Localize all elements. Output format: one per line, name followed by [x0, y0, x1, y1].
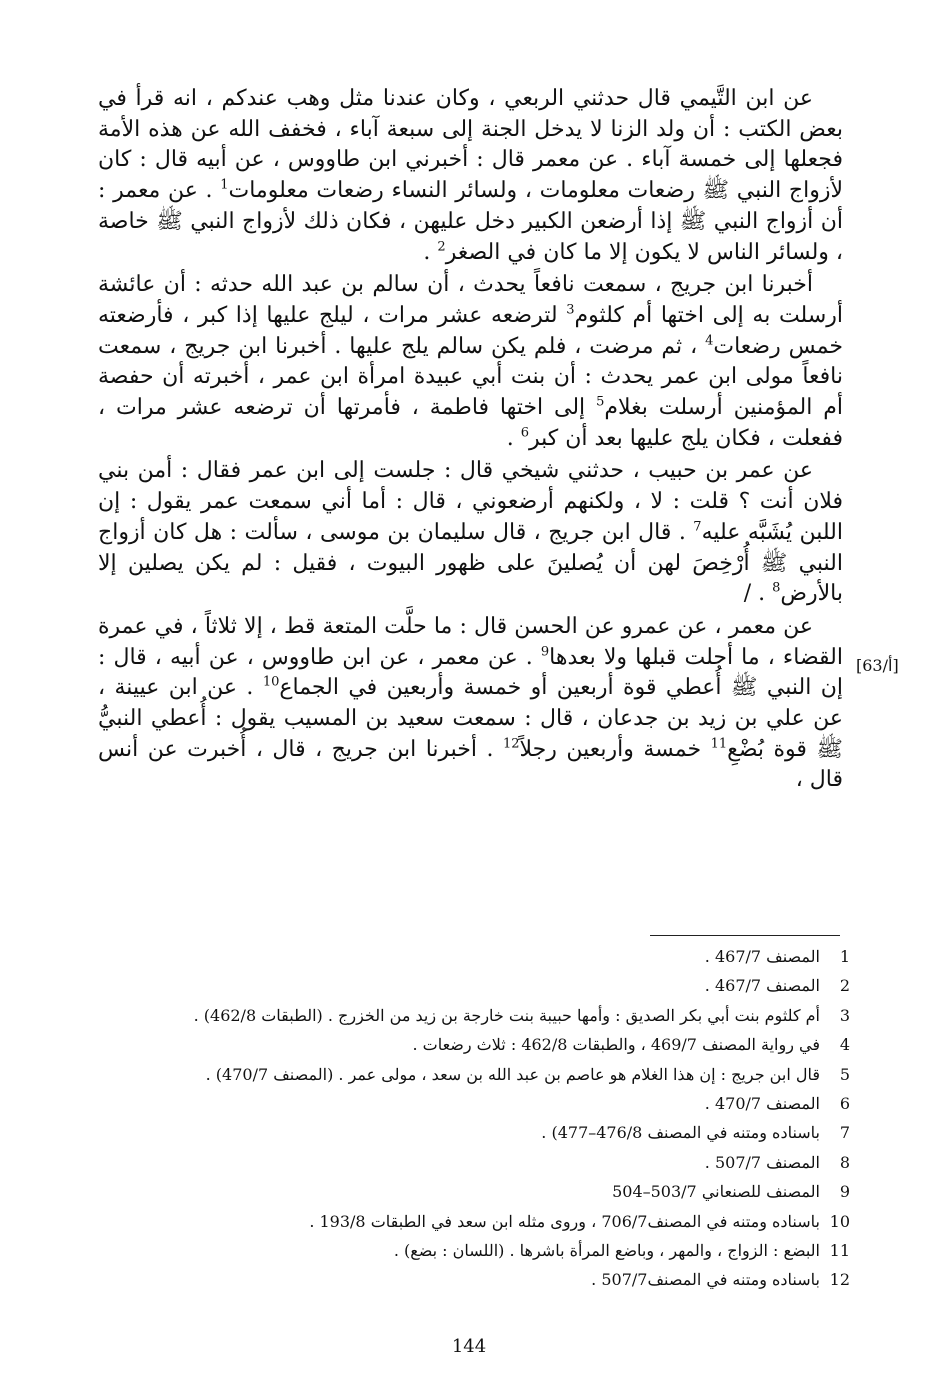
footnote-item: [110, 971, 850, 1000]
footnote-text: باسناده ومتنه في المصنف507/7 .: [591, 1270, 820, 1290]
paragraph-2: [98, 270, 843, 454]
footnote-text: المصنف 507/7 .: [704, 1152, 820, 1172]
footnote-number: 6: [839, 1094, 850, 1114]
footnote-ref[interactable]: 3: [566, 302, 575, 318]
text-run: لترضعه عشر مرات ، ليلج عليها إذا كبر ، فأرضعته خمس رضعات: [98, 302, 843, 359]
paragraph-1: [98, 84, 843, 268]
footnote-item: [110, 1060, 850, 1089]
footnote-ref[interactable]: 7: [693, 519, 702, 535]
text-run: . عن معمر ، عن ابن طاووس ، عن أبيه ، قال : إن النبي ﷺ أُعطي قوة أربعين أو خمسة وأربعين في الجماع: [98, 644, 843, 701]
footnote-ref[interactable]: 11: [710, 736, 728, 752]
footnote-ref[interactable]: 2: [437, 239, 446, 255]
text-run: ، ثم مرضت ، فلم يكن سالم يلج عليها . أخبرنا ابن جريج ، سمعت نافعاً مولى ابن عمر يحدث : أن بنت أبي عبيدة امرأة ابن عمر ، أخبرته أن حفصة أم المؤمنين أرسلت بغلام: [98, 333, 843, 421]
footnote-item: [110, 1236, 850, 1265]
footnotes-list: [110, 942, 850, 1295]
footnote-number: 12: [829, 1270, 850, 1290]
footnote-ref[interactable]: 6: [520, 425, 529, 441]
footnote-item: [110, 1148, 850, 1177]
footnote-text: باسناده ومتنه في المصنف 476/8–477) .: [541, 1123, 820, 1143]
footnote-separator: [650, 935, 840, 936]
text-run: . عن معمر : أن أزواج النبي ﷺ إذا أرضعن الكبير دخل عليهن ، فكان ذلك لأزواج النبي ﷺ خاصة ، ولسائر الناس لا يكون إلا ما كان في الصغر: [98, 178, 843, 265]
footnote-ref[interactable]: 12: [502, 736, 520, 752]
text-run: عن معمر ، عن عمرو عن الحسن قال : ما حلَّت المتعة قط ، إلا ثلاثاً ، في عمرة القضاء ، ما أحلت قبلها ولا بعدها: [98, 613, 843, 670]
footnote-item: [110, 1089, 850, 1118]
footnote-number: 5: [839, 1064, 850, 1084]
footnote-number: 2: [839, 976, 850, 996]
text-run: . /: [743, 581, 773, 607]
footnote-ref[interactable]: 9: [540, 644, 550, 660]
footnote-number: 9: [839, 1182, 850, 1202]
footnote-item: [110, 1207, 850, 1236]
text-run: .: [423, 239, 438, 265]
footnote-number: 7: [839, 1123, 850, 1143]
footnote-item: [110, 942, 850, 971]
footnote-ref[interactable]: 5: [596, 394, 605, 410]
footnote-item: [110, 1265, 850, 1294]
footnote-ref[interactable]: 4: [705, 333, 714, 349]
text-run: . أخبرنا ابن جريج ، قال ، أُخبرت عن أنس قال ،: [98, 736, 843, 793]
footnote-number: 3: [839, 1005, 850, 1025]
page-number: 144: [451, 1336, 487, 1357]
text-run: . عن ابن عيينة ، عن علي بن زيد بن جدعان ، قال : سمعت سعيد بن المسيب يقول : أُعطي النبيُّ ﷺ قوة بُضْعِ: [98, 675, 843, 762]
footnote-ref[interactable]: 1: [220, 177, 229, 193]
paragraph-4: [98, 612, 843, 796]
footnote-item: [110, 1001, 850, 1030]
margin-folio-note: [63/أ]: [856, 656, 899, 675]
footnote-text: في رواية المصنف 469/7 ، والطبقات 462/8 : ثلاث رضعات .: [412, 1035, 820, 1055]
footnote-item: [110, 1118, 850, 1147]
footnote-number: 11: [829, 1241, 850, 1261]
text-run: .: [506, 425, 521, 451]
text-run: . قال ابن جريج ، قال سليمان بن موسى ، سألت : هل كان أزواج النبي ﷺ أُرْخِصَ لهن أن يُصلينَ على ظهور البيوت ، فقيل : لم يكن يصلين إلا بالأرض: [98, 519, 843, 607]
footnote-number: 8: [839, 1152, 850, 1172]
footnote-number: 1: [839, 947, 850, 966]
text-run: عن ابن التَّيمي قال حدثني الربعي ، وكان عندنا مثل وهب عندكم ، انه قرأ في بعض الكتب : أن ولد الزنا لا يدخل الجنة إلى سبعة آباء ، فخفف الله عن هذه الأمة فجعلها إلى خمسة آباء . عن معمر قال : أخبرني ابن طاووس ، عن أبيه قال : كان لأزواج النبي ﷺ رضعات معلومات ، ولسائر النساء رضعات معلومات: [98, 86, 843, 204]
paragraph-3: [98, 456, 843, 610]
text-run: إلى اختها فاطمة ، فأمرتها أن ترضعه عشر مرات ، ففعلت ، فكان يلج عليها بعد أن كبر: [98, 395, 843, 451]
footnote-number: 10: [829, 1211, 850, 1231]
footnote-text: المصنف 467/7 .: [704, 947, 820, 966]
main-text: [98, 84, 843, 798]
footnote-number: 4: [839, 1035, 850, 1055]
footnote-text: المصنف 467/7 .: [704, 976, 820, 996]
footnote-ref[interactable]: 8: [772, 580, 781, 596]
text-run: عن عمر بن حبيب ، حدثني شيخي قال : جلست إلى ابن عمر فقال : أمن بني فلان أنت ؟ قلت : لا ، ولكنهم أرضعوني ، قال : أما أني سمعت عمر يقول : إن اللبن يُشَبَّه عليه: [98, 458, 843, 545]
footnote-text: المصنف 470/7 .: [704, 1094, 820, 1114]
footnote-ref[interactable]: 10: [262, 675, 280, 691]
footnote-text: البضع : الزواج ، والمهر ، وباضع المرأة باشرها . (اللسان : بضع) .: [393, 1241, 820, 1261]
footnote-item: [110, 1030, 850, 1059]
footnote-text: باسناده ومتنه في المصنف706/7 ، وروى مثله ابن سعد في الطبقات 193/8 .: [309, 1211, 820, 1231]
footnote-text: أم كلثوم بنت أبي بكر الصديق : وأمها حبيبة بنت خارجة بن زيد من الخزرج . (الطبقات 462/8) .: [193, 1005, 820, 1025]
footnote-item: [110, 1177, 850, 1206]
footnote-text: المصنف للصنعاني 503/7–504: [612, 1182, 820, 1202]
footnote-text: قال ابن جريج : إن هذا الغلام هو عاصم بن عبد الله بن سعد ، مولى عمر . (المصنف 470/7) .: [205, 1064, 820, 1084]
text-run: خمسة وأربعين رجلاً: [519, 736, 711, 762]
text-run: أخبرنا ابن جريج ، سمعت نافعاً يحدث ، أن سالم بن عبد الله حدثه : أن عائشة أرسلت به إلى اختها أم كلثوم: [98, 272, 844, 328]
